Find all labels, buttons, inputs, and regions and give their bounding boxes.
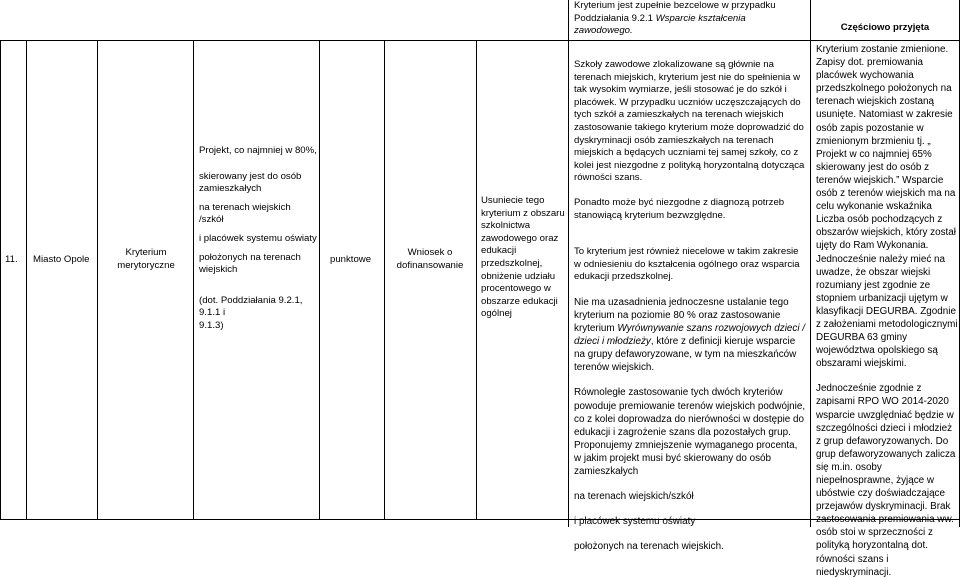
prev-row-note-line1: Kryterium jest zupełnie bezcelowe w przypadku (574, 0, 776, 11)
criterion-description: Projekt, co najmniej w 80%, skierowany jest do osób zamieszkałych na terenach wiejskich /szkół i placówek systemu oświaty położonych na terenach wiejskich (dot. Poddziałania 9.2.1, 9.1.1 i 9.1.3) (199, 145, 317, 331)
col-border-6 (476, 40, 477, 520)
col-border-3 (193, 40, 194, 520)
proposed-change: Usuniecie tego kryterium z obszaru szkolnictwa zawodowego oraz edukacji przedszkolnej, obniżenie udziału procentowego w obszarze edukacji ogólnej (481, 195, 565, 320)
justification: Szkoły zawodowe zlokalizowane są głównie na terenach miejskich, kryterium jest nie do spełnienia w tak wysokim wymiarze, jeśli stosować je do szkół i placówek. W przypadku uczniów uczęszczających do tych szkół a zamieszkałych na terenach wiejskich zastosowanie takiego kryterium może doprowadzić do dyskryminacji osób zamieszkałych na terenach miejskich a będących uczniami tej samej szkoły, co z kolei jest niezgodne z polityką horyzontalną dotycząca równości szans. Ponadto może być niezgodne z diagnozą potrzeb stanowiącą kryterium bezwzględne. To kryterium jest również niecelowe w takim zakresie w odniesieniu do kształcenia ogólnego oraz wsparcia edukacji przedszkolnej. Nie ma uzasadnienia jednoczesne ustalanie tego kryterium na poziomie 80 % oraz zastosowanie kryterium Wyrównywanie szans rozwojowych dzieci / dzieci i młodzieży, które z definicji kieruje wsparcie na grupy defaworyzowane, w tym na mieszkańców terenów wiejskich. Równoległe zastosowanie tych dwóch kryteriów powoduje premiowanie terenów wiejskich podwójnie, co z kolei doprowadza do nierówności w dostępie do edukacji i zagrożenie szans dla pozostałych grup. Proponujemy zmniejszenie wymaganego procenta, w jakim projekt musi być skierowany do osób zamieszkałych na terenach wiejskich/szkół i placówek systemu oświaty położonych na terenach wiejskich. (574, 59, 806, 553)
status-comment: Kryterium zostanie zmienione. Zapisy dot. premiowania placówek wychowania przedszkolnego położonych na terenach wiejskich zostaną usunięte. Natomiast w zakresie osób zapis pozostanie w zmienionym brzmieniu tj. „ Projekt w co najmniej 65% skierowany jest do osób z terenów wiejskich.” Wsparcie osób z terenów wiejskich ma na celu wykonanie wskaźnika Liczba osób pochodzących z obszarów wiejskich, który został ujęty do Ram Wykonania. Jednocześnie należy mieć na uwadze, że obszar wiejski rozumiany jest zgodnie ze stopniem urbanizacji ujętym w klasyfikacji DEGURBA. Zgodnie z założeniami metodologicznymi DEGURBA 63 gminy województwa opolskiego są obszarami wiejskimi. Jednocześnie zgodnie z zapisami RPO WO 2014-2020 wsparcie uwzględniać będzie w szczególności dzieci i młodzież z grup defaworyzowanych. Do grup defaworyzowanych zalicza się m.in. osoby niepełnosprawne, żyjące w ubóstwie czy doświadczające przejawów dyskryminacji. Brak zastosowania premiowania ww. osób stoi w sprzeczności z polityką horyzontalną dot. równości szans i niedyskryminacji. (816, 44, 958, 578)
prev-row-note (574, 0, 806, 38)
prev-row-note-line2-italic: Wsparcie kształcenia zawodowego. (574, 12, 746, 37)
col-border-7 (568, 0, 569, 527)
row-number: 11. (5, 254, 18, 265)
col-border-5 (384, 40, 385, 520)
col-border-1 (26, 40, 27, 520)
col-border-8 (810, 0, 811, 527)
col-border-4 (319, 40, 320, 520)
prev-row-note-line2: Poddziałania 9.2.1 (574, 12, 656, 24)
row-top-border (0, 40, 960, 41)
municipality: Miasto Opole (33, 254, 90, 265)
document-type: Wniosek o dofinansowanie (396, 247, 464, 271)
prev-row-status: Częściowo przyjęta (840, 22, 930, 33)
criterion-scoring: punktowe (330, 254, 372, 265)
col-border-0 (0, 40, 1, 520)
col-border-2 (97, 40, 98, 520)
criterion-type: Kryterium merytoryczne (117, 247, 175, 271)
